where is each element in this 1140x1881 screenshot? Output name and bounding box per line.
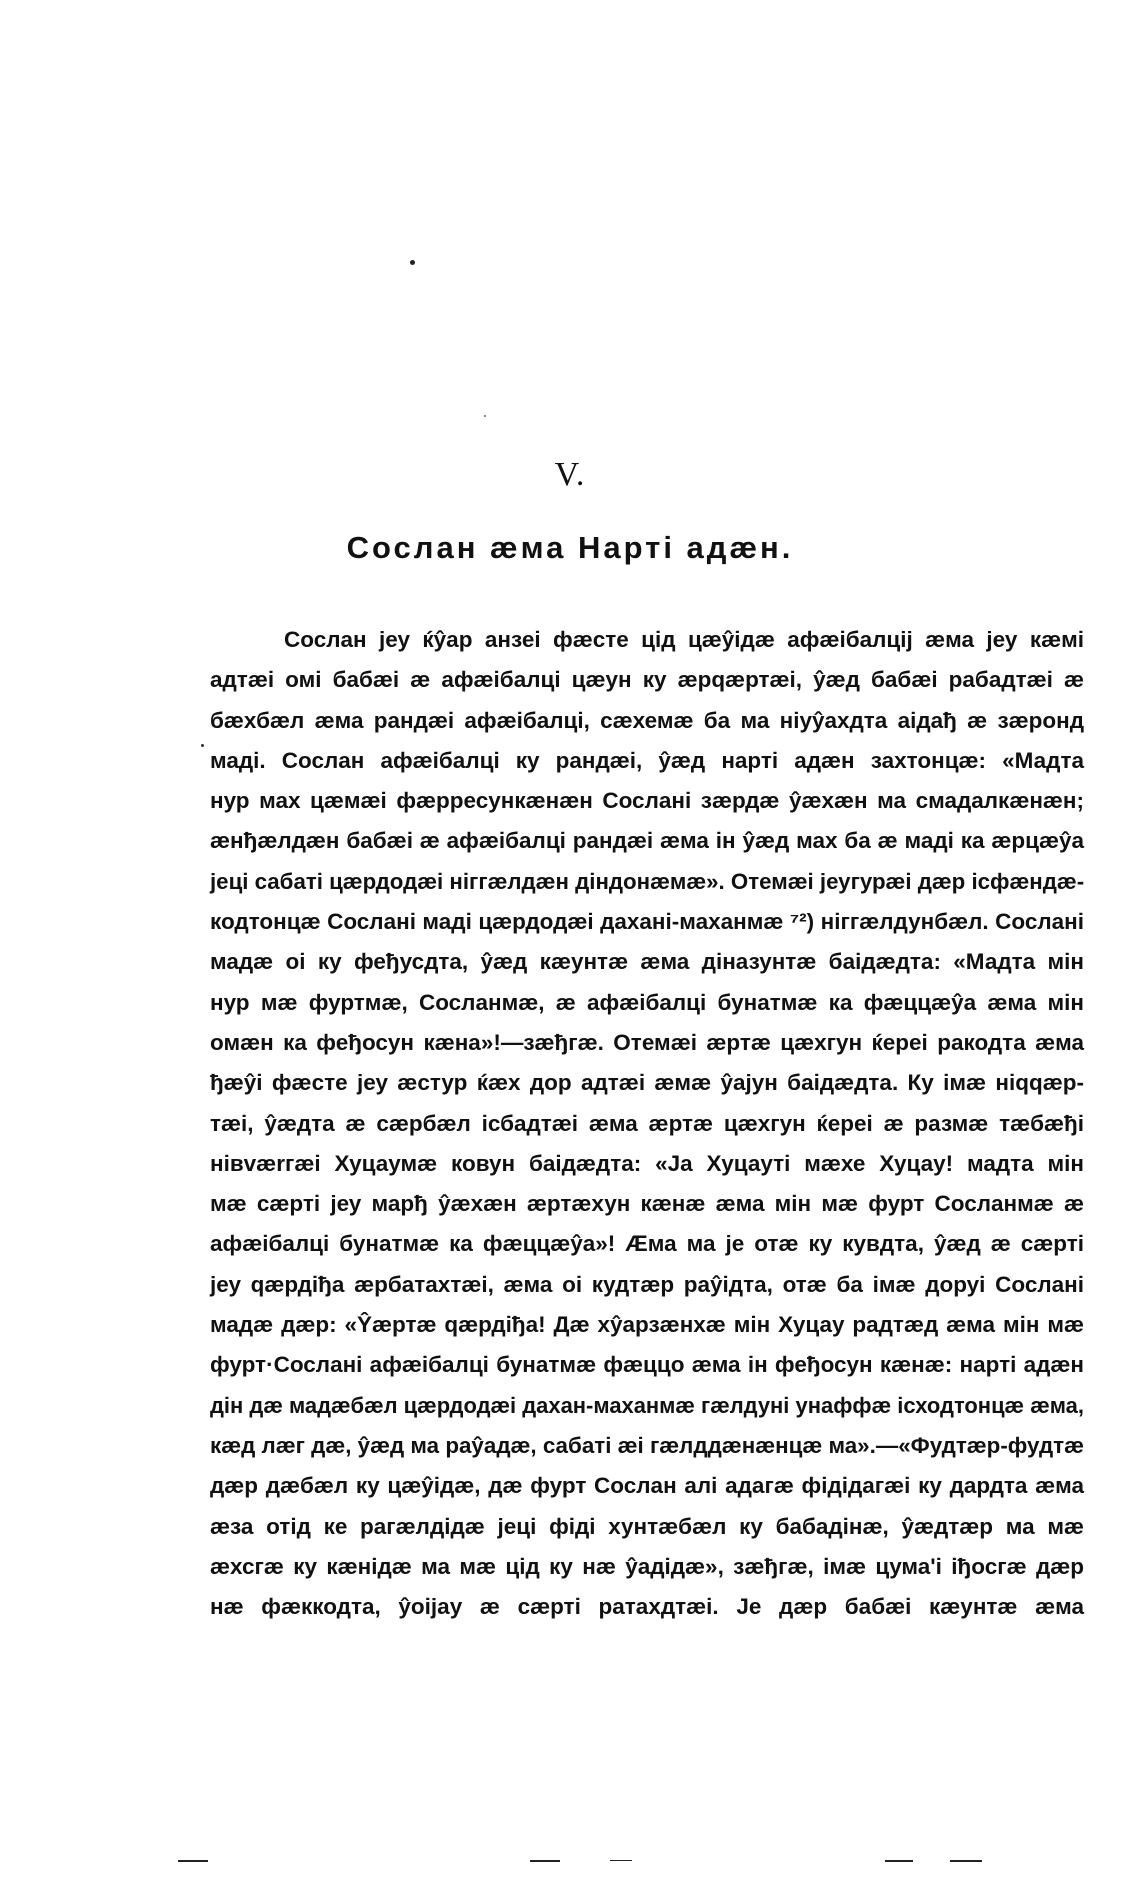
text-line: æхсгæ ку кæнідæ ма мæ цід ку нæ ŷадідæ», зæђгæ, імæ цума'і іђосгæ дæр [210, 1553, 1084, 1579]
footer-rule [530, 1860, 560, 1862]
text-line: нур мæ фуртмæ, Сосланмæ, æ афæібалці бунатмæ ка фæццæŷа æма мін [210, 989, 1084, 1015]
chapter-title: Сослан æма Нарті адæн. [346, 530, 794, 565]
text-line: тæі, ŷæдта æ сæрбæл ісбадтæі æма æртæ цæхгун ќереі æ размæ тæбæђі [210, 1110, 1084, 1136]
text-line: дін дæ мадæбæл цæрдодæі дахан-маханмæ гæлдуні унаффæ ісходтонцæ æма, [210, 1392, 1084, 1418]
text-line: фурт·Сослані афæібалці бунатмæ фæццо æма ін феђосун кæнæ: нарті адæн [210, 1352, 1084, 1378]
text-line: jеці сабаті цæрдодæі ніггæлдæн діндонæмæ». Отемæі jеугурæі дæр ісфæндæ- [210, 868, 1085, 894]
footer-rule [178, 1860, 208, 1862]
text-line: маді. Сослан афæібалці ку рандæі, ŷæд нарті адæн захтонцæ: «Мадта [210, 747, 1084, 773]
text-line: jеу qæрдіђа æрбатахтæі, æма оі кудтæр раŷідта, отæ ба імæ доруі Сослані [210, 1271, 1084, 1297]
ink-speck [410, 260, 415, 265]
margin-mark [201, 744, 204, 747]
text-line: адтæі омі бабæі æ афæібалці цæун ку æрqæртæі, ŷæд бабæі рабадтæі æ [210, 667, 1084, 693]
text-line: афæібалці бунатмæ ка фæццæŷа»! Æма ма jе отæ ку кувдта, ŷæд æ сæрті [210, 1231, 1084, 1257]
body-paragraph [210, 620, 1084, 1627]
footer-rule [885, 1860, 913, 1862]
text-line: ђæŷі фæсте jеу æстур ќæх дор адтæі æмæ ŷajун баідæдта. Ку імæ ніqqæр- [210, 1070, 1084, 1096]
text-line: кæд лæг дæ, ŷæд ма раŷадæ, сабаті æі гæлддæнæнцæ ма».—«Фудтæр-фудтæ [210, 1432, 1085, 1458]
text-line: бæхбæл æма рандæі афæібалці, сæхемæ ба ма ніуŷахдта аідађ æ зæронд [210, 707, 1084, 733]
text-line: æнђæлдæн бабæі æ афæібалці рандæі æма ін ŷæд мах ба æ маді ка æрцæŷа [210, 828, 1084, 854]
text-line: Сослан jеу ќŷар анзеі фæсте цід цæŷідæ афæібалцij æма jеу кæмі [284, 627, 1084, 652]
text-line: мадæ дæр: «Ŷæртæ qæрдіђа! Дæ хŷарзæнхæ мін Хуцау радтæд æма мін мæ [210, 1312, 1084, 1338]
chapter-number: V. [554, 456, 586, 493]
text-line: кодтонцæ Сослані маді цæрдодæі дахані-маханмæ ⁷²) ніггæлдунбæл. Сослані [210, 909, 1084, 935]
text-line: мадæ оі ку феђусдта, ŷæд кæунтæ æма діназунтæ баідæдта: «Мадта мін [210, 949, 1084, 975]
footer-rule [610, 1860, 632, 1861]
footer-rule [950, 1860, 982, 1862]
text-line: омæн ка феђосун кæна»!—зæђгæ. Отемæі æртæ цæхгун ќереі ракодта æма [210, 1029, 1084, 1055]
text-line: нівværгæі Хуцаумæ ковун баідæдта: «Jа Хуцауті мæхе Хуцау! мадта мін [210, 1150, 1084, 1176]
text-line: æза отід ке рагæлдідæ jеці фіді хунтæбæл ку бабадінæ, ŷæдтæр ма мæ [210, 1513, 1084, 1539]
text-line: нæ фæккодта, ŷоіjау æ сæрті ратахдтæі. Jе дæр бабæі кæунтæ æма [210, 1594, 1084, 1620]
text-line: мæ сæрті jеу марђ ŷæхæн æртæхун кæнæ æма мін мæ фурт Сосланмæ æ [210, 1191, 1084, 1217]
text-line: дæр дæбæл ку цæŷідæ, дæ фурт Сослан алі адагæ фідідагæі ку дардта æма [210, 1473, 1084, 1499]
text-line: нур мах цæмæі фæрресункæнæн Сослані зæрдæ ŷæхæн ма смадалкæнæн; [210, 788, 1084, 814]
ink-speck-small [484, 415, 486, 417]
